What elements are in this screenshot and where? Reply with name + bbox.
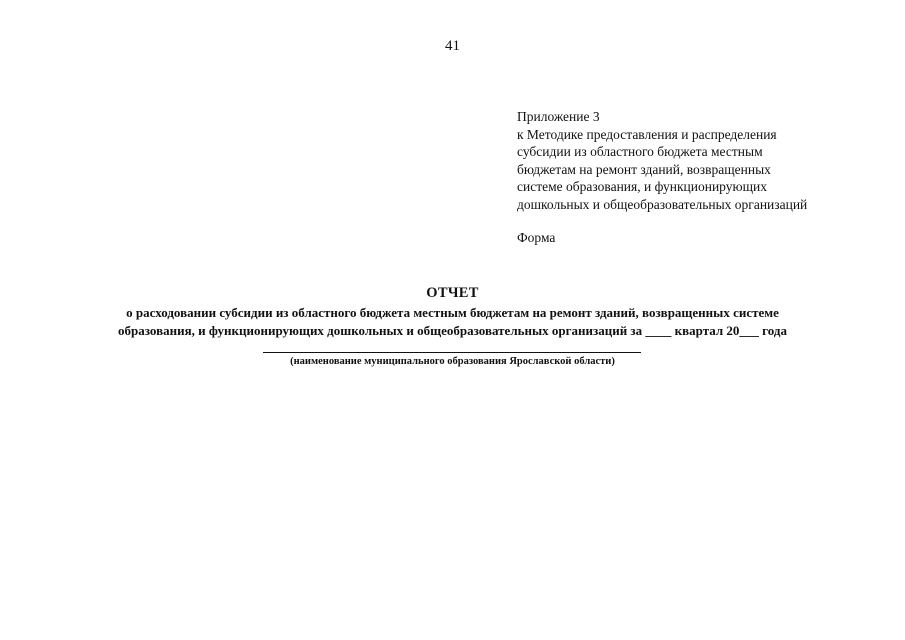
appendix-line: бюджетам на ремонт зданий, возвращенных xyxy=(517,161,771,177)
report-subtitle-line: образования, и функционирующих дошкольных и общеобразовательных организаций за ____ квартал 20___ года xyxy=(118,322,787,338)
appendix-line: системе образования, и функционирующих xyxy=(517,179,767,195)
appendix-line: Приложение 3 xyxy=(517,109,600,124)
report-title: ОТЧЕТ xyxy=(426,285,479,301)
appendix-block xyxy=(517,108,897,214)
page-number: 41 xyxy=(445,38,460,54)
report-subtitle-line: о расходовании субсидии из областного бюджета местным бюджетам на ремонт зданий, возвращенных системе xyxy=(126,305,779,320)
appendix-line: дошкольных и общеобразовательных организаций xyxy=(517,196,808,212)
municipality-caption: (наименование муниципального образования Ярославской области) xyxy=(290,356,615,367)
municipality-fill-line xyxy=(263,352,641,353)
appendix-line: субсидии из областного бюджета местным xyxy=(517,144,763,160)
form-label: Форма xyxy=(517,230,556,245)
report-subtitle xyxy=(0,304,905,339)
appendix-line: к Методике предоставления и распределения xyxy=(517,126,777,142)
